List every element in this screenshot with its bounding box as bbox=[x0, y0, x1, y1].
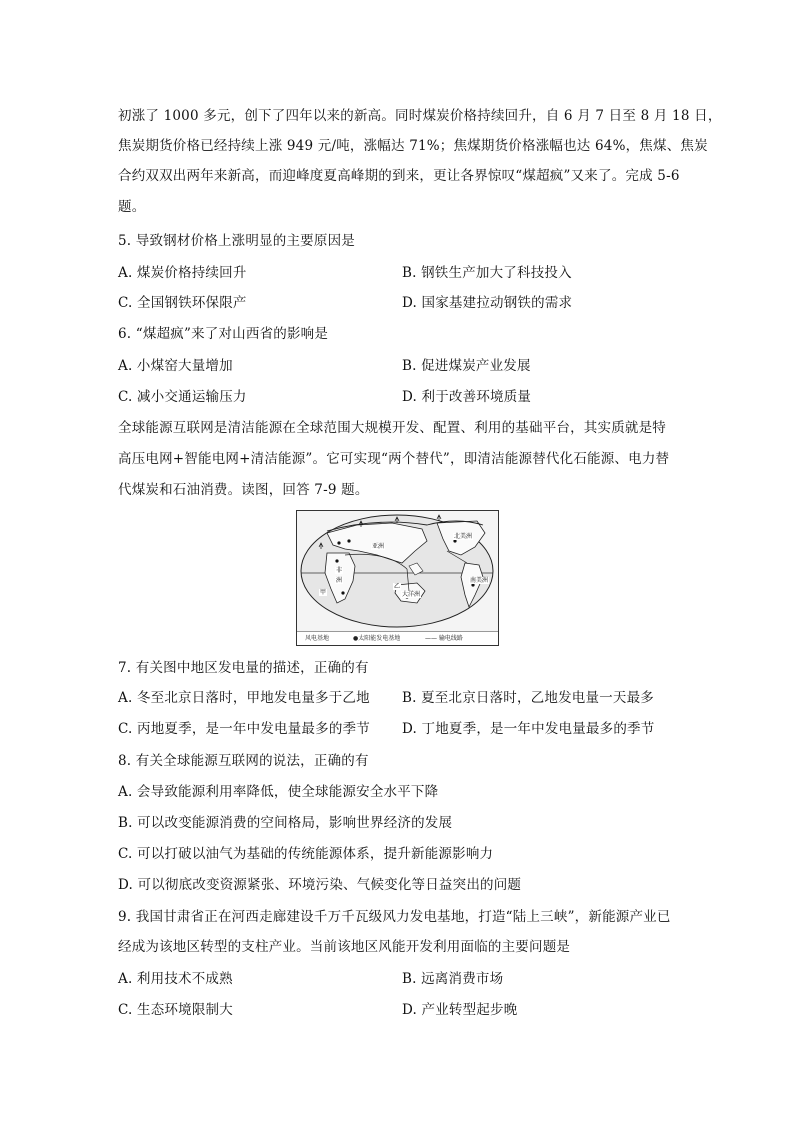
label-asia: 亚洲 bbox=[372, 543, 385, 550]
label-jia: 甲 bbox=[320, 589, 327, 596]
label-australia: 大洋洲 bbox=[402, 591, 421, 598]
question-5-option-a: A. 煤炭价格持续回升 bbox=[118, 265, 247, 281]
intro-line-3: 合约双双出两年来新高，而迎峰度夏高峰期的到来，更让各界惊叹“煤超疯”又来了。完成 5-6 bbox=[118, 168, 680, 184]
question-5-stem: 5. 导致钢材价格上涨明显的主要原因是 bbox=[118, 233, 355, 249]
question-8-option-a: A. 会导致能源利用率降低，使全球能源安全水平下降 bbox=[118, 784, 439, 800]
world-energy-map bbox=[296, 510, 499, 646]
map-graphic bbox=[297, 511, 498, 632]
label-yi: 乙 bbox=[394, 583, 401, 590]
intro-line-2: 焦炭期货价格已经持续上涨 949 元/吨，涨幅达 71%；焦煤期货价格涨幅也达 64%，焦煤、焦炭 bbox=[118, 138, 708, 154]
intro-line-1: 初涨了 1000 多元，创下了四年以来的新高。同时煤炭价格持续回升，自 6 月 7 日至 8 月 18 日， bbox=[118, 108, 722, 124]
question-5-option-c: C. 全国钢铁环保限产 bbox=[118, 295, 247, 311]
legend-wind: 风电基地 bbox=[305, 635, 330, 642]
label-south-america: 南美洲 bbox=[470, 577, 489, 584]
question-6-option-a: A. 小煤窑大量增加 bbox=[118, 358, 233, 374]
label-north-america: 北美洲 bbox=[454, 533, 473, 540]
question-7-option-c: C. 丙地夏季，是一年中发电量最多的季节 bbox=[118, 721, 370, 737]
question-7-option-b: B. 夏至北京日落时，乙地发电量一天最多 bbox=[402, 690, 655, 706]
passage2-line-3: 代煤炭和石油消费。读图，回答 7-9 题。 bbox=[118, 482, 369, 498]
question-9-stem-line-2: 经成为该地区转型的支柱产业。当前该地区风能开发利用面临的主要问题是 bbox=[118, 939, 571, 955]
label-africa-2: 洲 bbox=[336, 577, 343, 584]
question-9-option-a: A. 利用技术不成熟 bbox=[118, 971, 233, 987]
question-9-option-d: D. 产业转型起步晚 bbox=[402, 1002, 518, 1018]
question-9-stem-line-1: 9. 我国甘肃省正在河西走廊建设千万千瓦级风力发电基地，打造“陆上三峡”，新能源产业已 bbox=[118, 909, 671, 925]
label-africa: 非 bbox=[336, 567, 343, 574]
question-6-stem: 6. “煤超疯”来了对山西省的影响是 bbox=[118, 326, 329, 342]
question-6-option-c: C. 减小交通运输压力 bbox=[118, 389, 247, 405]
map-legend bbox=[297, 631, 498, 645]
question-7-option-a: A. 冬至北京日落时，甲地发电量多于乙地 bbox=[118, 690, 370, 706]
question-9-option-b: B. 远离消费市场 bbox=[402, 971, 504, 987]
legend-line: —— 输电线路 bbox=[425, 635, 463, 642]
question-8-stem: 8. 有关全球能源互联网的说法，正确的有 bbox=[118, 753, 369, 769]
question-6-option-d: D. 利于改善环境质量 bbox=[402, 389, 532, 405]
question-8-option-c: C. 可以打破以油气为基础的传统能源体系，提升新能源影响力 bbox=[118, 846, 494, 862]
question-7-option-d: D. 丁地夏季，是一年中发电量最多的季节 bbox=[402, 721, 655, 737]
question-6-option-b: B. 促进煤炭产业发展 bbox=[402, 358, 531, 374]
question-7-stem: 7. 有关图中地区发电量的描述，正确的有 bbox=[118, 660, 369, 676]
intro-line-4: 题。 bbox=[118, 199, 146, 215]
question-5-option-b: B. 钢铁生产加大了科技投入 bbox=[402, 265, 572, 281]
question-8-option-b: B. 可以改变能源消费的空间格局，影响世界经济的发展 bbox=[118, 815, 453, 831]
passage2-line-2: 高压电网+智能电网+清洁能源”。它可实现“两个替代”，即清洁能源替代化石能源、电力替 bbox=[118, 451, 670, 467]
passage2-line-1: 全球能源互联网是清洁能源在全球范围大规模开发、配置、利用的基础平台，其实质就是特 bbox=[118, 420, 666, 436]
legend-solar: ●太阳能发电基地 bbox=[353, 635, 401, 642]
question-5-option-d: D. 国家基建拉动钢铁的需求 bbox=[402, 295, 573, 311]
question-8-option-d: D. 可以彻底改变资源紧张、环境污染、气候变化等日益突出的问题 bbox=[118, 877, 522, 893]
question-9-option-c: C. 生态环境限制大 bbox=[118, 1002, 233, 1018]
